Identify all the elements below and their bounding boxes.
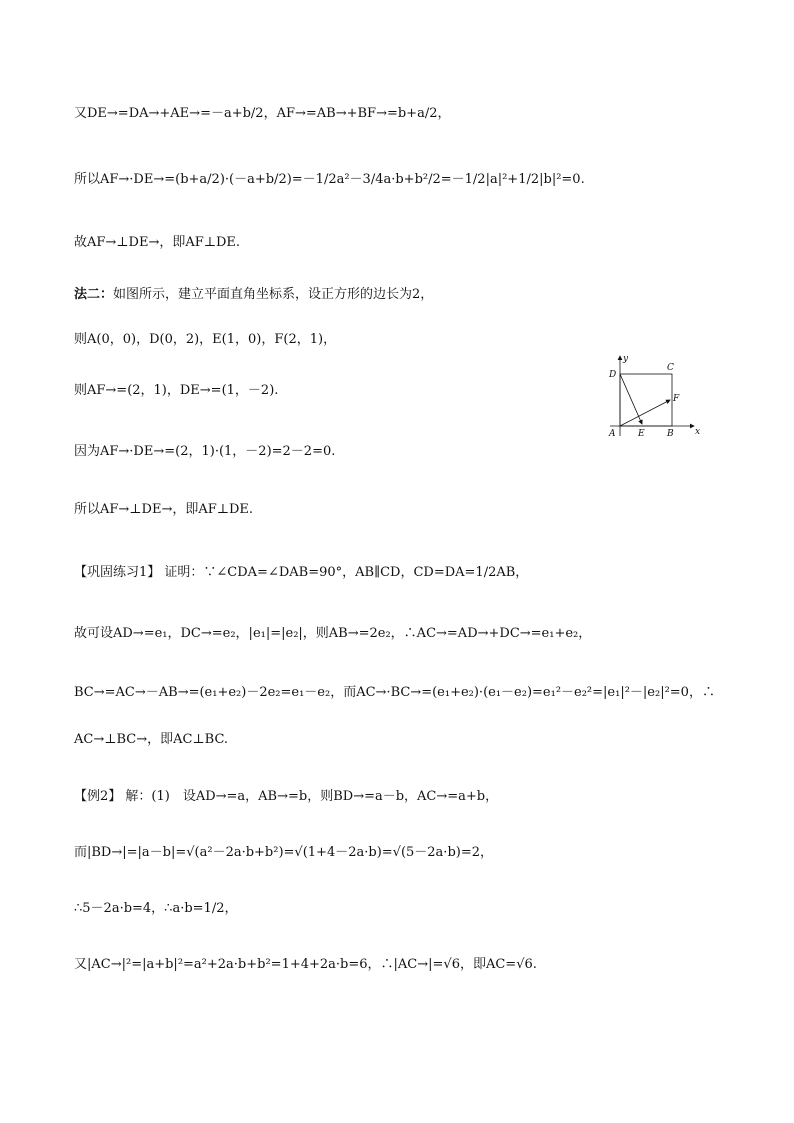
square-abcd [620, 374, 672, 426]
label-c: C [667, 363, 674, 373]
label-y: y [623, 354, 629, 364]
text-line-2: 所以AF→·DE→=(b+a/2)·(－a+b/2)=－1/2a²－3/4a·b+b²/2=－1/2|a|²+1/2|b|²=0. [74, 172, 585, 187]
text-line-7: 因为AF→·DE→=(2，1)·(1，－2)=2－2=0. [74, 444, 336, 459]
text-line-6: 则AF→=(2，1)，DE→=(1，－2). [74, 383, 279, 398]
label-d: D [609, 370, 617, 380]
label-b: B [667, 429, 674, 439]
text-line-5: 则A(0，0)，D(0，2)，E(1，0)，F(2，1)， [74, 332, 337, 347]
text-line-10: 故可设AD→=e₁，DC→=e₂，|e₁|=|e₂|，则AB→=2e₂，∴AC→=AD→+DC→=e₁+e₂， [74, 626, 592, 641]
text-line-14: 而|BD→|=|a－b|=√(a²－2a·b+b²)=√(1+4－2a·b)=√(5－2a·b)=2， [74, 845, 493, 860]
segment-af [620, 400, 670, 426]
text-line-9: 【巩固练习1】 证明：∵∠CDA=∠DAB=90°，AB∥CD，CD=DA=1/2AB， [74, 565, 529, 580]
method-two-label: 法二： [74, 287, 114, 302]
text-line-15: ∴5－2a·b=4，∴a·b=1/2， [74, 901, 238, 916]
label-e: E [638, 429, 645, 439]
text-line-4 [74, 285, 433, 305]
text-line-3: 故AF→⊥DE→，即AF⊥DE. [74, 235, 241, 250]
label-a: A [609, 429, 616, 439]
text-line-13: 【例2】 解：(1) 设AD→=a，AB→=b，则BD→=a－b，AC→=a+b， [74, 789, 499, 804]
method-two-text: 如图所示，建立平面直角坐标系，设正方形的边长为2， [113, 287, 434, 302]
text-line-8: 所以AF→⊥DE→，即AF⊥DE. [74, 502, 254, 517]
text-line-16: 又|AC→|²=|a+b|²=a²+2a·b+b²=1+4+2a·b=6，∴|AC→|=√6，即AC=√6. [74, 957, 537, 972]
text-line-1: 又DE→=DA→+AE→=－a+b/2，AF→=AB→+BF→=b+a/2， [74, 106, 451, 121]
coordinate-figure [598, 352, 708, 442]
label-f: F [673, 394, 680, 404]
text-line-12: AC→⊥BC→，即AC⊥BC. [74, 732, 229, 747]
label-x: x [695, 427, 701, 437]
text-line-11: BC→=AC→－AB→=(e₁+e₂)－2e₂=e₁－e₂，而AC→·BC→=(e₁+e₂)·(e₁－e₂)=e₁²－e₂²=|e₁|²－|e₂|²=0，∴ [74, 685, 715, 700]
